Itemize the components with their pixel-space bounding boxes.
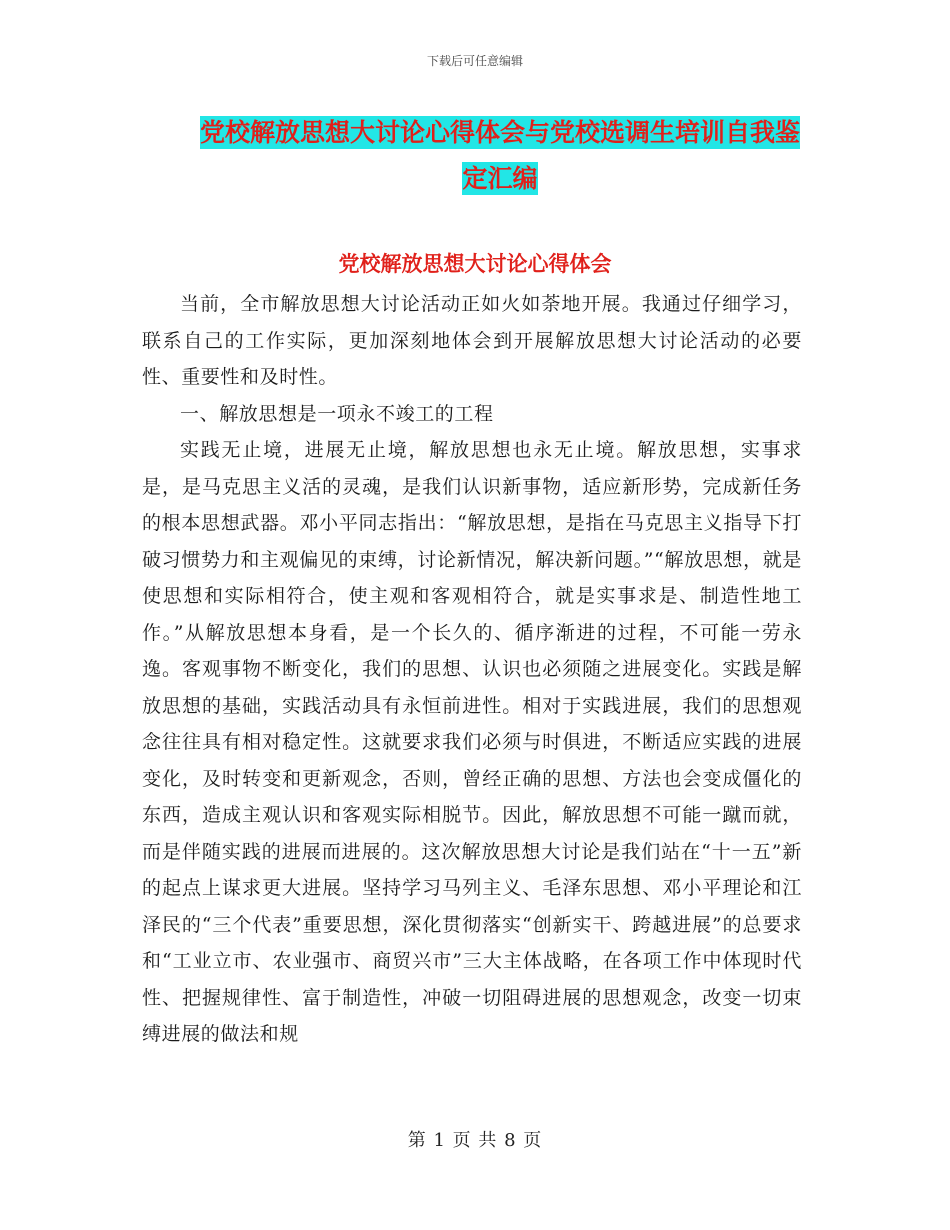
- body-subheading: 一、解放思想是一项永不竣工的工程: [180, 402, 494, 425]
- page-header-note: 下载后可任意编辑: [426, 54, 523, 68]
- body-paragraph-intro: 当前，全市解放思想大讨论活动正如火如荼地开展。我通过仔细学习，联系自己的工作实际，更加深刻地体会到开展解放思想大讨论活动的必要性、重要性和及时性。: [142, 293, 802, 388]
- page-footer-number: 第 1 页 共 8 页: [407, 1130, 543, 1151]
- body-paragraph-main: 实践无止境，进展无止境，解放思想也永无止境。解放思想，实事求是，是马克思主义活的灵魂，是我们认识新事物，适应新形势，完成新任务的根本思想武器。邓小平同志指出：“解放思想，是指在马克思主义指导下打破习惯势力和主观偏见的束缚，讨论新情况，解决新问题。”“解放思想，就是使思想和实际相符合，使主观和客观相符合，就是实事求是、制造性地工作。”从解放思想本身看，是一个长久的、循序渐进的过程，不可能一劳永逸。客观事物不断变化，我们的思想、认识也必须随之进展变化。实践是解放思想的基础，实践活动具有永恒前进性。相对于实践进展，我们的思想观念往往具有相对稳定性。这就要求我们必须与时俱进，不断适应实践的进展变化，及时转变和更新观念，否则，曾经正确的思想、方法也会变成僵化的东西，造成主观认识和客观实际相脱节。因此，解放思想不可能一蹴而就，而是伴随实践的进展而进展的。这次解放思想大讨论是我们站在“十一五”新的起点上谋求更大进展。坚持学习马列主义、毛泽东思想、邓小平理论和江泽民的“三个代表”重要思想，深化贯彻落实“创新实干、跨越进展”的总要求和“工业立市、农业强市、商贸兴市”三大主体战略，在各项工作中体现时代性、把握规律性、富于制造性，冲破一切阻碍进展的思想观念，改变一切束缚进展的做法和规: [142, 439, 802, 1045]
- document-body: [142, 286, 802, 1053]
- section-title: 党校解放思想大讨论心得体会: [338, 251, 612, 276]
- document-title-text: 党校解放思想大讨论心得体会与党校选调生培训自我鉴定汇编: [199, 118, 800, 193]
- document-title: [190, 110, 810, 202]
